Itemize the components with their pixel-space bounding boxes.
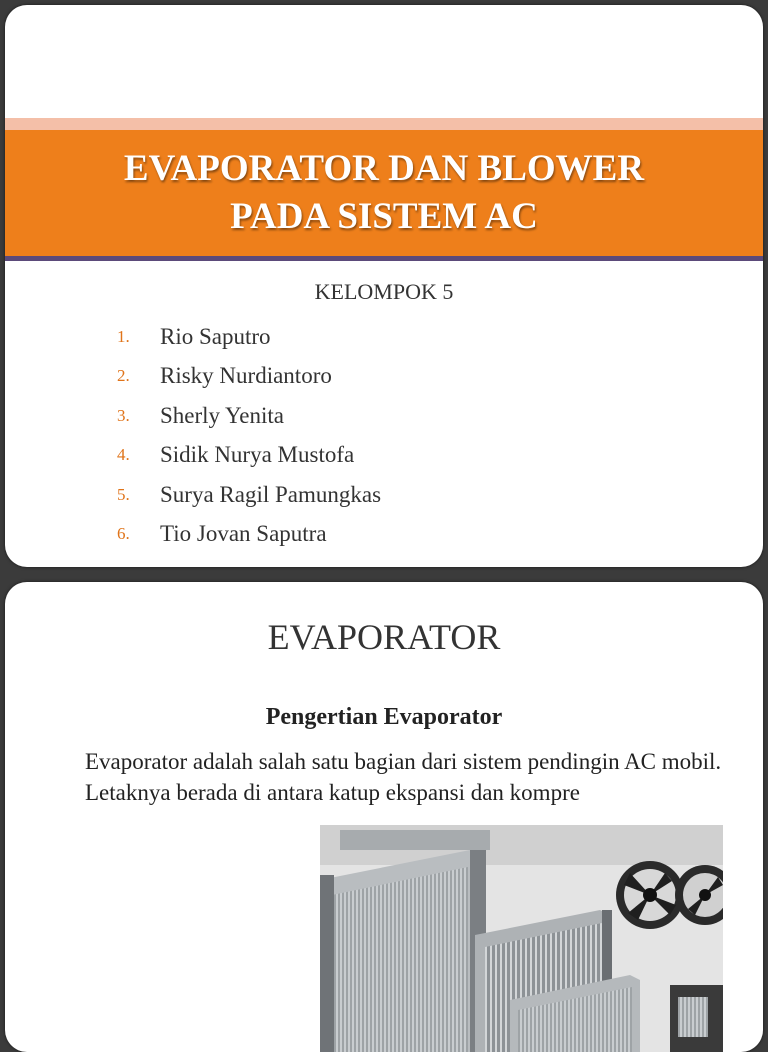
list-number: 2. bbox=[117, 366, 130, 386]
list-item bbox=[117, 515, 381, 555]
slide-title-text: EVAPORATOR DAN BLOWER PADA SISTEM AC bbox=[123, 148, 645, 237]
list-item bbox=[117, 357, 381, 397]
list-number: 5. bbox=[117, 484, 130, 504]
list-item bbox=[117, 396, 381, 436]
member-name: Tio Jovan Saputra bbox=[160, 521, 327, 547]
list-item bbox=[117, 436, 381, 476]
list-number: 4. bbox=[117, 445, 130, 465]
body-paragraph: Evaporator adalah salah satu bagian dari sistem pendingin AC mobil. Letaknya berada di antara katup ekspansi dan kompre bbox=[85, 749, 722, 805]
evaporator-radiator-image bbox=[320, 825, 723, 1052]
member-name: Surya Ragil Pamungkas bbox=[160, 481, 382, 507]
section-heading: Pengertian Evaporator bbox=[265, 704, 503, 730]
member-list bbox=[117, 317, 381, 554]
slide-title bbox=[5, 5, 763, 567]
member-name: Sherly Yenita bbox=[160, 402, 284, 428]
slide-evaporator bbox=[5, 582, 763, 1052]
group-label: KELOMPOK 5 bbox=[314, 279, 454, 304]
list-number: 6. bbox=[117, 524, 130, 544]
list-item bbox=[117, 475, 381, 515]
slide-heading: EVAPORATOR bbox=[267, 617, 501, 657]
list-number: 1. bbox=[117, 326, 130, 346]
list-number: 3. bbox=[117, 405, 130, 425]
evaporator-photo bbox=[320, 825, 723, 1052]
member-name: Rio Saputro bbox=[160, 323, 271, 349]
accent-bar-top bbox=[5, 118, 763, 130]
title-band bbox=[5, 130, 763, 256]
member-name: Risky Nurdiantoro bbox=[160, 363, 332, 389]
member-name: Sidik Nurya Mustofa bbox=[160, 442, 355, 468]
accent-bar-bottom bbox=[5, 256, 763, 261]
list-item bbox=[117, 317, 381, 357]
